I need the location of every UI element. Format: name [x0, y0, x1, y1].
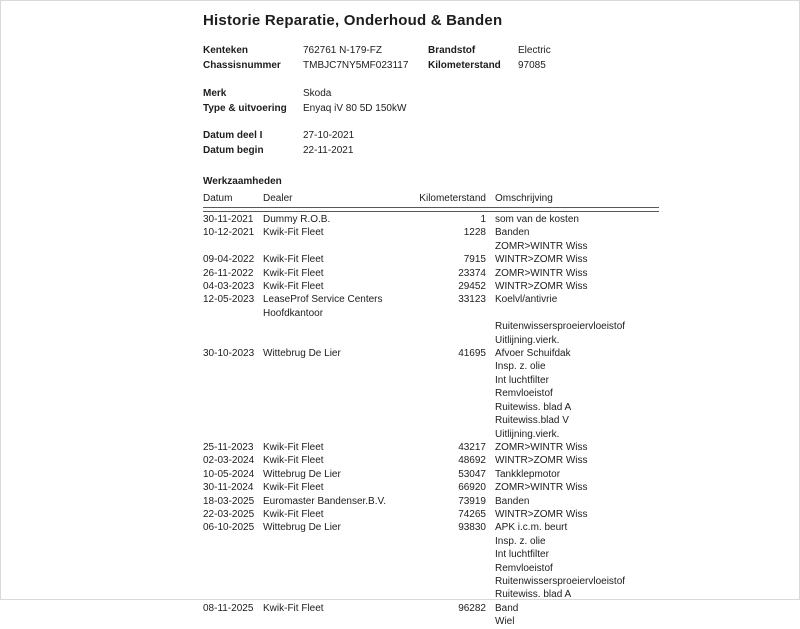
report-content: [203, 12, 659, 629]
cell-line: Wittebrug De Lier: [263, 468, 341, 480]
cell-dealer: [263, 454, 406, 467]
cell-kilometerstand: 66920: [458, 482, 486, 494]
cell-omschrijving: [486, 267, 659, 280]
cell-line: Tankklepmotor: [495, 468, 561, 480]
worklog-table: [203, 189, 659, 629]
table-row: [203, 293, 659, 347]
cell-line: Ruitewiss.blad V: [495, 415, 569, 427]
cell-line: Kwik-Fit Fleet: [263, 281, 324, 293]
cell-omschrijving: [486, 454, 659, 467]
column-header-omschrijving: Omschrijving: [495, 193, 553, 204]
table-row: [203, 508, 659, 521]
cell-line: WINTR>ZOMR Wiss: [495, 455, 588, 467]
datum-deel1-value: 27-10-2021: [303, 130, 355, 141]
cell-datum: 09-04-2022: [203, 254, 255, 266]
brandstof-value: Electric: [518, 45, 551, 56]
cell-kilometerstand: 41695: [458, 348, 486, 360]
cell-kilometerstand: 74265: [458, 508, 486, 520]
cell-omschrijving: [486, 468, 659, 481]
cell-dealer: [263, 213, 406, 226]
merk-label: Merk: [203, 88, 227, 99]
kenteken-value: 762761 N-179-FZ: [303, 45, 382, 56]
merk-value: Skoda: [303, 88, 332, 99]
cell-kilometerstand: 29452: [458, 281, 486, 293]
worklog-table-header: [203, 189, 659, 205]
chassisnummer-value: TMBJC7NY5MF023117: [303, 60, 409, 71]
cell-line: WINTR>ZOMR Wiss: [495, 254, 588, 266]
cell-dealer: [263, 602, 406, 629]
cell-line: Wiel: [495, 616, 515, 628]
cell-datum: 12-05-2023: [203, 294, 255, 306]
cell-kilometerstand: 48692: [458, 455, 486, 467]
cell-kilometerstand: 23374: [458, 267, 486, 279]
cell-line: LeaseProf Service Centers: [263, 294, 383, 306]
cell-datum: 30-11-2021: [203, 214, 254, 225]
cell-line: APK i.c.m. beurt: [495, 522, 568, 534]
column-header-datum: Datum: [203, 193, 233, 204]
type-uitvoering-label: Type & uitvoering: [203, 103, 287, 114]
datum-begin-label: Datum begin: [203, 145, 264, 156]
cell-omschrijving: [486, 226, 659, 253]
cell-dealer: [263, 267, 406, 280]
cell-datum: 25-11-2023: [203, 441, 254, 453]
cell-kilometerstand: 1228: [463, 227, 486, 239]
table-row: [203, 226, 659, 253]
cell-datum: 30-10-2023: [203, 348, 255, 360]
page-title: Historie Reparatie, Onderhoud & Banden: [203, 12, 503, 29]
cell-kilometerstand: 93830: [458, 522, 486, 534]
cell-line: Uitlijning.vierk.: [495, 334, 560, 346]
datum-begin-value: 22-11-2021: [303, 145, 354, 156]
cell-datum: 18-03-2025: [203, 495, 255, 507]
cell-line: Afvoer Schuifdak: [495, 348, 571, 360]
vehicle-dates-block: [203, 128, 659, 158]
cell-line: Dummy R.O.B.: [263, 214, 331, 225]
cell-line: Band: [495, 602, 519, 614]
brandstof-label: Brandstof: [428, 45, 476, 56]
table-row: [203, 213, 659, 226]
cell-line: Koelvl/antivrie: [495, 294, 558, 306]
chassisnummer-label: Chassisnummer: [203, 60, 281, 71]
worklog-section-title: Werkzaamheden: [203, 176, 282, 187]
table-row: [203, 441, 659, 454]
cell-line: Int luchtfilter: [495, 374, 549, 386]
vehicle-model-block: [203, 86, 659, 116]
cell-dealer: [263, 293, 406, 347]
cell-omschrijving: [486, 521, 659, 601]
table-row: [203, 267, 659, 280]
cell-omschrijving: [486, 347, 659, 441]
cell-line: [495, 307, 659, 320]
cell-omschrijving: [486, 213, 659, 226]
cell-line: Euromaster Bandenser.B.V.: [263, 495, 387, 507]
cell-line: Insp. z. olie: [495, 535, 546, 547]
cell-omschrijving: [486, 293, 659, 347]
cell-kilometerstand: 96282: [458, 602, 486, 614]
table-row: [203, 602, 659, 629]
cell-kilometerstand: 43217: [458, 441, 486, 453]
table-row: [203, 468, 659, 481]
cell-line: Remvloeistof: [495, 562, 553, 574]
table-row: [203, 280, 659, 293]
cell-omschrijving: [486, 508, 659, 521]
cell-dealer: [263, 481, 406, 494]
table-row: [203, 347, 659, 441]
cell-omschrijving: [486, 495, 659, 508]
cell-line: Insp. z. olie: [495, 361, 546, 373]
cell-datum: 30-11-2024: [203, 482, 254, 494]
cell-datum: 02-03-2024: [203, 455, 255, 467]
cell-line: Wittebrug De Lier: [263, 522, 341, 534]
cell-line: Remvloeistof: [495, 388, 553, 400]
cell-line: Banden: [495, 495, 530, 507]
cell-datum: 26-11-2022: [203, 267, 254, 279]
table-row: [203, 495, 659, 508]
cell-line: ZOMR>WINTR Wiss: [495, 267, 588, 279]
cell-line: ZOMR>WINTR Wiss: [495, 482, 588, 494]
cell-line: Kwik-Fit Fleet: [263, 441, 324, 453]
header-divider: [203, 207, 659, 212]
cell-datum: 08-11-2025: [203, 602, 254, 614]
cell-line: Wittebrug De Lier: [263, 348, 341, 360]
cell-line: Kwik-Fit Fleet: [263, 482, 324, 494]
cell-line: Ruitewiss. blad A: [495, 589, 572, 601]
cell-line: Kwik-Fit Fleet: [263, 602, 324, 614]
cell-omschrijving: [486, 253, 659, 266]
cell-line: Ruitewiss. blad A: [495, 401, 572, 413]
cell-kilometerstand: 1: [480, 214, 486, 225]
table-row: [203, 253, 659, 266]
cell-line: Uitlijning.vierk.: [495, 428, 560, 440]
table-row: [203, 454, 659, 467]
cell-line: Kwik-Fit Fleet: [263, 267, 324, 279]
cell-datum: 10-05-2024: [203, 468, 255, 480]
cell-dealer: [263, 280, 406, 293]
cell-line: Ruitenwissersproeiervloeistof: [495, 575, 626, 587]
cell-dealer: [263, 468, 406, 481]
column-header-kilometerstand: Kilometerstand: [419, 193, 486, 204]
kilometerstand-label: Kilometerstand: [428, 60, 501, 71]
cell-line: Kwik-Fit Fleet: [263, 227, 324, 239]
cell-dealer: [263, 226, 406, 253]
cell-line: WINTR>ZOMR Wiss: [495, 508, 588, 520]
cell-line: Ruitenwissersproeiervloeistof: [495, 321, 626, 333]
cell-line: ZOMR>WINTR Wiss: [495, 441, 588, 453]
cell-omschrijving: [486, 481, 659, 494]
cell-line: Int luchtfilter: [495, 549, 549, 561]
cell-omschrijving: [486, 602, 659, 629]
table-row: [203, 521, 659, 601]
cell-line: Banden: [495, 227, 530, 239]
kenteken-label: Kenteken: [203, 45, 249, 56]
cell-kilometerstand: 33123: [458, 294, 486, 306]
cell-line: Kwik-Fit Fleet: [263, 508, 324, 520]
cell-omschrijving: [486, 280, 659, 293]
cell-dealer: [263, 521, 406, 601]
type-uitvoering-value: Enyaq iV 80 5D 150kW: [303, 103, 407, 114]
cell-line: Hoofdkantoor: [263, 307, 324, 319]
column-header-dealer: Dealer: [263, 193, 293, 204]
kilometerstand-value: 97085: [518, 60, 546, 71]
cell-dealer: [263, 508, 406, 521]
cell-line: som van de kosten: [495, 214, 579, 225]
cell-kilometerstand: 7915: [463, 254, 486, 266]
cell-dealer: [263, 441, 406, 454]
cell-line: Kwik-Fit Fleet: [263, 455, 324, 467]
cell-datum: 04-03-2023: [203, 281, 255, 293]
cell-line: ZOMR>WINTR Wiss: [495, 240, 588, 252]
worklog-rows: [203, 213, 659, 629]
datum-deel1-label: Datum deel I: [203, 130, 263, 141]
cell-line: Kwik-Fit Fleet: [263, 254, 324, 266]
cell-datum: 10-12-2021: [203, 227, 255, 239]
cell-datum: 06-10-2025: [203, 522, 255, 534]
cell-kilometerstand: 73919: [458, 495, 486, 507]
cell-omschrijving: [486, 441, 659, 454]
vehicle-id-block: [203, 43, 659, 73]
cell-datum: 22-03-2025: [203, 508, 255, 520]
cell-dealer: [263, 347, 406, 441]
cell-kilometerstand: 53047: [458, 468, 486, 480]
table-row: [203, 481, 659, 494]
cell-line: WINTR>ZOMR Wiss: [495, 281, 588, 293]
cell-dealer: [263, 495, 406, 508]
cell-dealer: [263, 253, 406, 266]
